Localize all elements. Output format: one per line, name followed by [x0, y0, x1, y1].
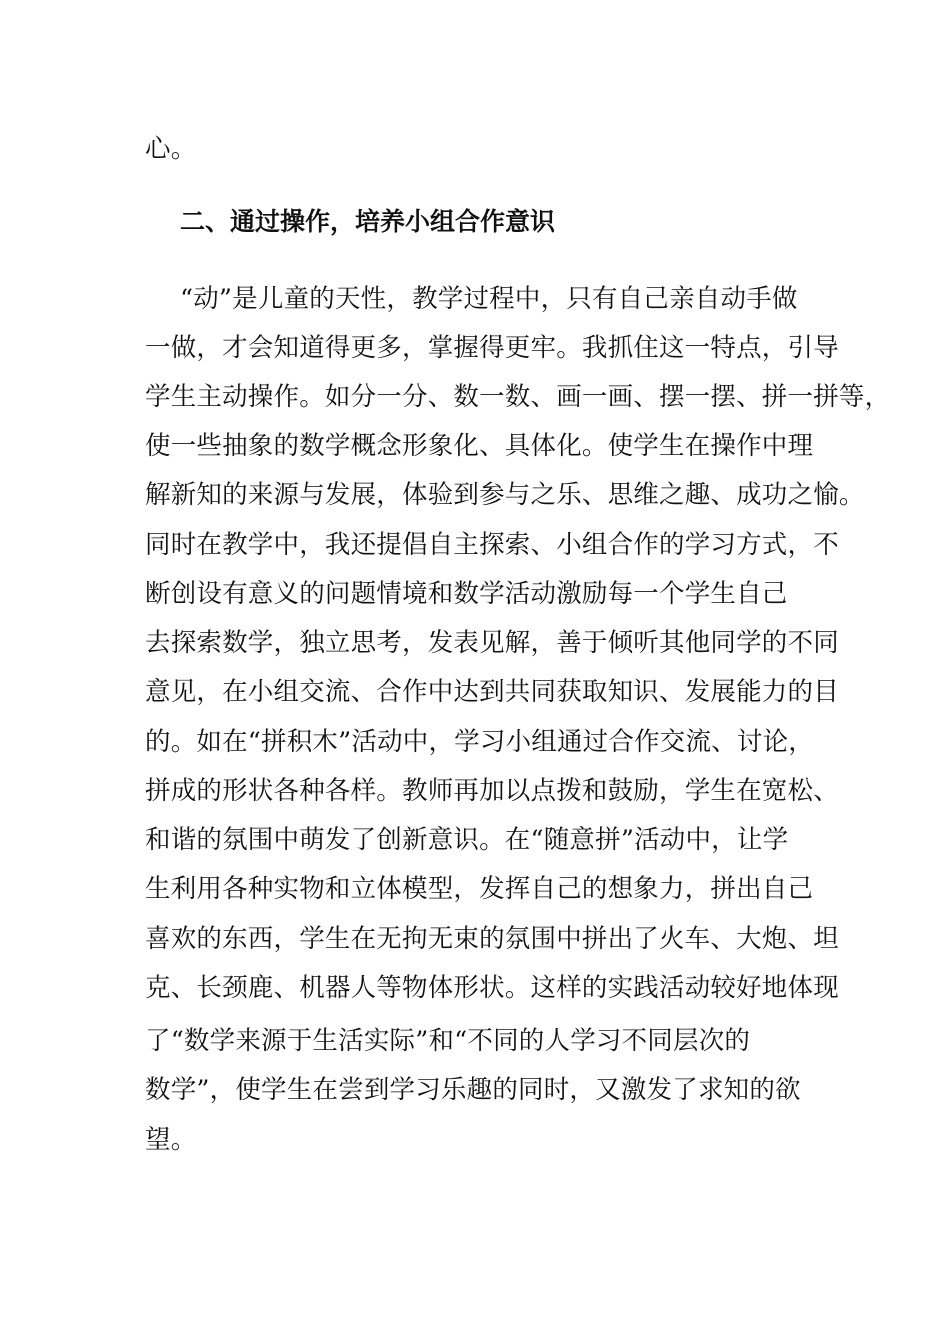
paragraph-line: 意见，在小组交流、合作中达到共同获取知识、发展能力的目 [145, 677, 839, 707]
paragraph-line: 的。如在“拼积木”活动中，学习小组通过合作交流、讨论， [145, 727, 814, 757]
paragraph-line: 克、长颈鹿、机器人等物体形状。这样的实践活动较好地体现 [145, 973, 839, 1003]
paragraph-line: 望。 [145, 1125, 197, 1155]
paragraph-line: 拼成的形状各种各样。教师再加以点拨和鼓励，学生在宽松、 [145, 776, 839, 806]
paragraph-line: 同时在教学中，我还提倡自主探索、小组合作的学习方式，不 [145, 530, 839, 560]
paragraph-line: 了“数学来源于生活实际”和“不同的人学习不同层次的 [145, 1026, 751, 1056]
paragraph-line: 喜欢的东西，学生在无拘无束的氛围中拼出了火车、大炮、坦 [145, 924, 839, 954]
paragraph-line: 断创设有意义的问题情境和数学活动激励每一个学生自己 [145, 579, 788, 609]
paragraph-line: 学生主动操作。如分一分、数一数、画一画、摆一摆、拼一拼等， [145, 382, 891, 412]
paragraph-line: 一做，才会知道得更多，掌握得更牢。我抓住这一特点，引导 [145, 333, 839, 363]
paragraph-line: 解新知的来源与发展，体验到参与之乐、思维之趣、成功之愉。 [145, 480, 865, 510]
paragraph-line: 生利用各种实物和立体模型，发挥自己的想象力，拼出自己 [145, 874, 814, 904]
paragraph-line: “动”是儿童的天性，教学过程中，只有自己亲自动手做 [180, 284, 798, 314]
leading-text: 心。 [145, 134, 197, 164]
paragraph-line: 数学”，使学生在尝到学习乐趣的同时，又激发了求知的欲 [145, 1075, 801, 1105]
paragraph-line: 使一些抽象的数学概念形象化、具体化。使学生在操作中理 [145, 431, 814, 461]
paragraph-line: 和谐的氛围中萌发了创新意识。在“随意拼”活动中，让学 [145, 825, 789, 855]
section-heading: 二、通过操作，培养小组合作意识 [180, 207, 556, 236]
paragraph-line: 去探索数学，独立思考，发表见解，善于倾听其他同学的不同 [145, 628, 839, 658]
